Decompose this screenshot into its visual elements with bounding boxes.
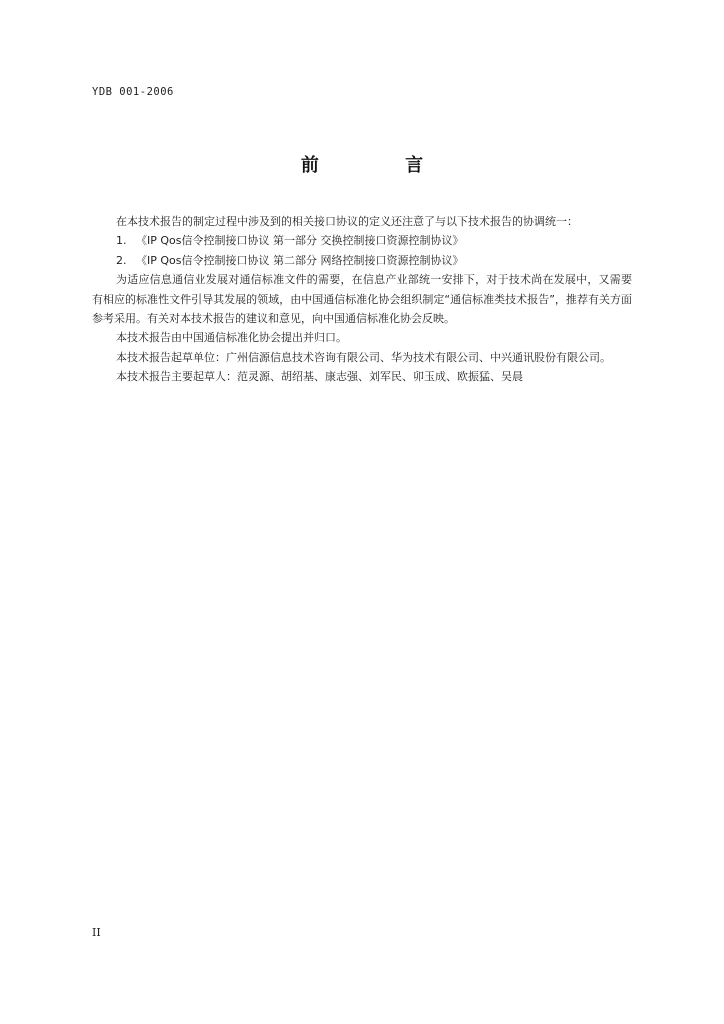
list-item [92,251,632,270]
paragraph-drafters: 本技术报告主要起草人：范灵源、胡绍基、康志强、刘军民、卯玉成、欧振猛、吴晨 [116,370,523,384]
page-title: 前 言 [300,155,464,176]
paragraph-drafting-units: 本技术报告起草单位：广州信源信息技术咨询有限公司、华为技术有限公司、中兴通讯股份有限公司。 [116,350,611,364]
paragraph-coordination: 在本技术报告的制定过程中涉及到的相关接口协议的定义还注意了与以下技术报告的协调统一： [116,215,578,228]
list-item-text: 《IP Qos信令控制接口协议 第一部分 交换控制接口资源控制协议》 [136,234,464,248]
page-number: II [92,926,101,939]
list-item [92,231,632,250]
list-item-number: 1. [116,234,127,248]
foreword-body [92,212,632,387]
paragraph-proposer: 本技术报告由中国通信标准化协会提出并归口。 [116,331,347,345]
list-item-number: 2. [116,253,127,267]
document-id: YDB 001-2006 [92,86,174,98]
paragraph-purpose: 为适应信息通信业发展对通信标准文件的需要，在信息产业部统一安排下，对于技术尚在发展中，又需要有相应的标准性文件引导其发展的领域，由中国通信标准化协会组织制定“通信标准类技术报告”，推荐有关方面参考采用。有关对本技术报告的建议和意见，向中国通信标准化协会反映。 [92,273,632,326]
list-item-text: 《IP Qos信令控制接口协议 第二部分 网络控制接口资源控制协议》 [136,253,464,267]
